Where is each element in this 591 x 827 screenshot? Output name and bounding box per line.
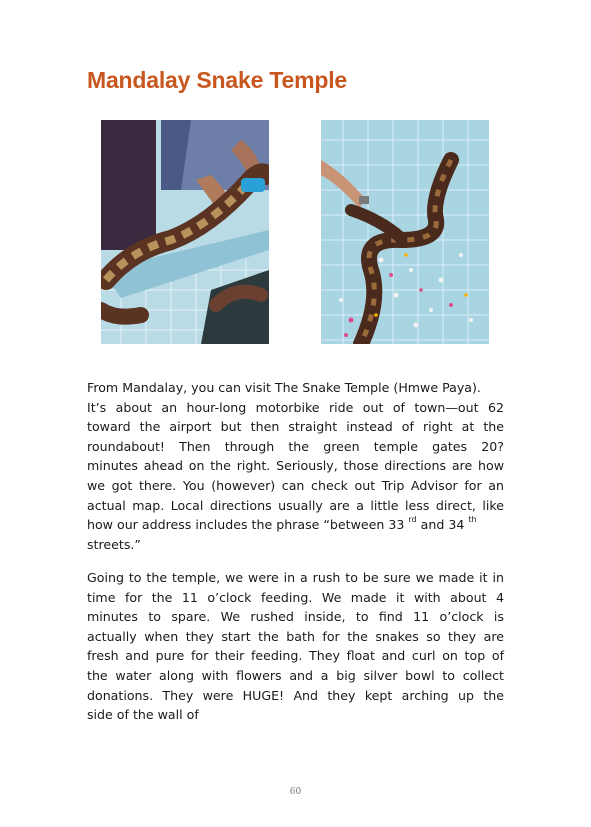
page-title: Mandalay Snake Temple — [87, 67, 347, 93]
text-line: streets.” — [87, 536, 141, 552]
python-pool-image — [321, 120, 489, 344]
text-line: Going to the temple, we were in a rush to be sure we made it in — [87, 570, 504, 585]
text-line: toward the airport but then straight instead of right at the — [87, 419, 504, 435]
ordinal-suffix: rd — [408, 515, 417, 525]
page-number: 60 — [289, 787, 302, 797]
text-line: time for the 11 o’clock feeding. We made it with about 4 — [87, 589, 504, 605]
text-line: It’s about an hour-long motorbike ride out of town—out 62 — [87, 399, 504, 415]
text-line: roundabout! Then through the green temple gates 20? — [87, 438, 504, 454]
text-line: side of the wall of — [87, 707, 199, 723]
snake-photo-right — [321, 120, 489, 344]
text-line: fresh and pure for their feeding. They float and curl on top of — [87, 648, 504, 664]
snake-photo-left — [101, 120, 269, 344]
text-line: how our address includes the phrase “between 33 $^{rd}$ and 34 $^{th}$ — [87, 515, 477, 533]
python-tank-image — [101, 120, 269, 344]
text-line: we got there. You (however) can check out Trip Advisor for an — [87, 477, 504, 493]
text-line: actually when they start the bath for the snakes so they are — [87, 628, 504, 644]
paragraph-temple-visit — [87, 568, 504, 725]
paragraph-directions — [87, 378, 504, 554]
text-line: donations. They were HUGE! And they kept arching up the — [87, 687, 504, 703]
text-line: actual map. Local directions usually are a little less direct, like — [87, 497, 504, 513]
ordinal-suffix: th — [468, 515, 477, 525]
text-line: minutes to spare. We rushed inside, to find 11 o’clock is — [87, 609, 504, 625]
text-line: From Mandalay, you can visit The Snake Temple (Hmwe Paya). — [87, 380, 481, 395]
text-line: minutes ahead on the right. Seriously, those directions are how — [87, 458, 504, 474]
text-line: the water along with flowers and a big silver bowl to collect — [87, 667, 504, 683]
